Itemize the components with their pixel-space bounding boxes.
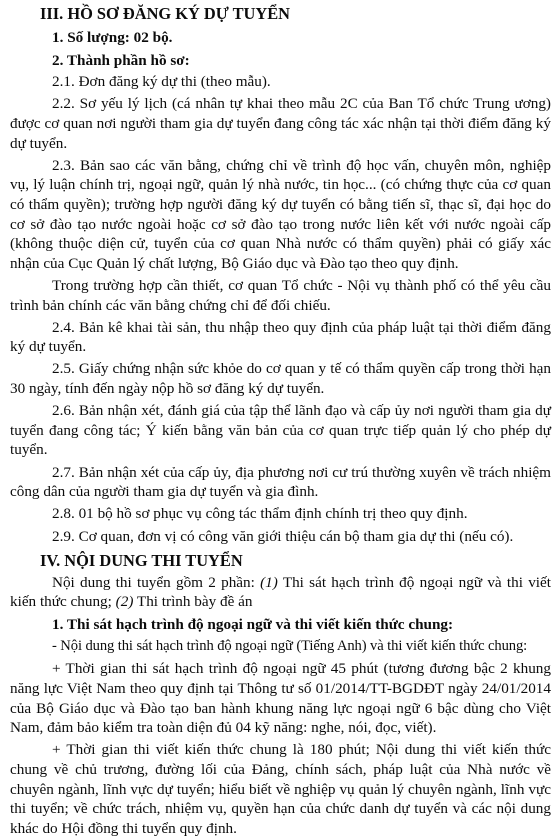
para-2-7: 2.7. Bản nhận xét của cấp ủy, địa phương nơi cư trú thường xuyên về trách nhiệm công dân của người tham gia dự tuyển và gia đình. (10, 463, 551, 501)
section4-intro (10, 573, 551, 612)
section-heading-3: III. HỒ SƠ ĐĂNG KÝ DỰ TUYỂN (40, 4, 290, 23)
para-2-2: 2.2. Sơ yếu lý lịch (cá nhân tự khai theo mẫu 2C của Ban Tổ chức Trung ương) được cơ quan nơi người tham gia dự tuyển đang công tác xác nhận tại thời điểm đăng ký dự tuyển. (10, 95, 551, 152)
para-note: Trong trường hợp cần thiết, cơ quan Tổ chức - Nội vụ thành phố có thể yêu cầu trình bản chính các văn bằng chứng chỉ để đối chiếu. (10, 276, 551, 314)
bullet-language-exam: + Thời gian thi sát hạch trình độ ngoại ngữ 45 phút (tương đương bậc 2 khung năng lực Việt Nam theo quy định tại Thông tư số 01/2014/TT-BGDĐT ngày 24/01/2014 của Bộ Giáo dục và Đào tạo ban hành khung năng lực ngoại ngữ 6 bậc dùng cho Việt Nam, đảm bảo kiểm tra toàn diện đủ 04 kỹ năng: nghe, nói, đọc, viết). (10, 660, 551, 737)
para-2-9: 2.9. Cơ quan, đơn vị có công văn giới thiệu cán bộ tham gia dự thi (nếu có). (52, 527, 514, 545)
section-heading-4: IV. NỘI DUNG THI TUYỂN (40, 550, 243, 570)
para-2-3: 2.3. Bản sao các văn bằng, chứng chỉ về trình độ học vấn, chuyên môn, nghiệp vụ, lý luận chính trị, ngoại ngữ, quản lý nhà nước, tin học... (có chứng thực của cơ quan có thẩm quyền); trường hợp người đăng ký dự tuyển có bằng tiến sĩ, thạc sĩ, đại học do cơ sở đào tạo nước ngoài hoặc cơ sở đào tạo trong nước liên kết với nước ngoài cấp (không thuộc diện cử, tuyển của cơ quan Nhà nước có thẩm quyền) phải có giấy xác nhận của Cục Quản lý chất lượng, Bộ Giáo dục và Đào tạo theo quy định. (10, 156, 551, 272)
item-quantity: 1. Số lượng: 02 bộ. (52, 29, 173, 46)
para-2-1: 2.1. Đơn đăng ký dự thi (theo mẫu). (52, 73, 271, 91)
intro-part-1-marker: (1) (260, 573, 278, 591)
subsection-heading-1: 1. Thi sát hạch trình độ ngoại ngữ và thi viết kiến thức chung: (52, 615, 454, 633)
para-2-4: 2.4. Bản kê khai tài sản, thu nhập theo quy định của pháp luật tại thời điểm đăng ký dự tuyển. (10, 318, 551, 356)
para-2-5: 2.5. Giấy chứng nhận sức khỏe do cơ quan y tế có thẩm quyền cấp trong thời hạn 30 ngày, tính đến ngày nộp hồ sơ đăng ký dự tuyển. (10, 360, 551, 398)
para-2-6: 2.6. Bản nhận xét, đánh giá của tập thể lãnh đạo và cấp ủy nơi người tham gia dự tuyển đang công tác; Ý kiến bằng văn bản của cơ quan trực tiếp quản lý cho phép dự tuyển. (10, 402, 551, 459)
intro-text-a: Nội dung thi tuyển gồm 2 phần: (52, 573, 261, 591)
intro-text-c: Thi trình bày đề án (133, 593, 253, 611)
item-components: 2. Thành phần hồ sơ: (52, 51, 190, 69)
para-2-8: 2.8. 01 bộ hồ sơ phục vụ công tác thẩm định chính trị theo quy định. (52, 505, 468, 523)
bullet-general-exam: + Thời gian thi viết kiến thức chung là 180 phút; Nội dung thi viết kiến thức chung về chủ trương, đường lối của Đảng, chính sách, pháp luật của Nhà nước về chuyên ngành, lĩnh vực dự tuyển; hiểu biết về nghiệp vụ quản lý chuyên ngành, lĩnh vực thi tuyển; về chức trách, nhiệm vụ, quyền hạn của chức danh dự tuyển và các nội dung khác do Hội đồng thi tuyển quy định. (10, 741, 551, 837)
subsection-note: - Nội dung thi sát hạch trình độ ngoại ngữ (Tiếng Anh) và thi viết kiến thức chung: (52, 638, 528, 655)
intro-text-b: Thi sát hạch trình độ ngoại ngữ và thi viết kiến thức chung; (10, 573, 551, 611)
intro-part-2-marker: (2) (115, 593, 134, 611)
